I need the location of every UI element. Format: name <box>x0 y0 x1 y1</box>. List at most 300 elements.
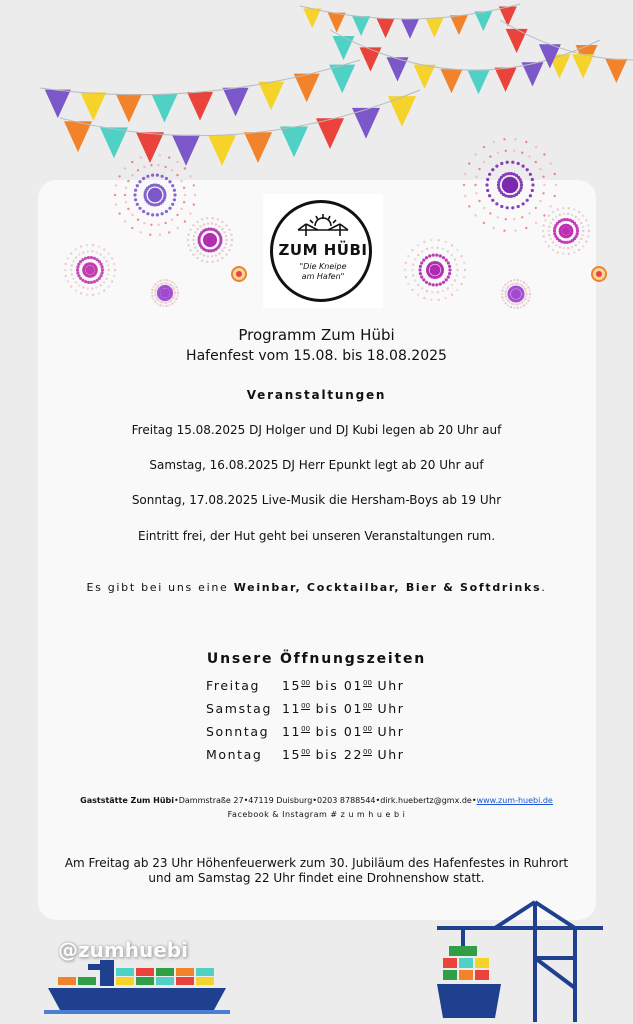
firework-spark <box>543 235 545 237</box>
firework-core <box>148 188 162 202</box>
firework-spark <box>101 271 104 274</box>
firework-spark <box>223 247 225 249</box>
firework-spark <box>150 224 152 226</box>
firework-spark <box>511 283 513 285</box>
firework-spark <box>548 245 550 247</box>
firework-spark <box>513 307 515 309</box>
firework-spark <box>217 259 219 261</box>
firework-spark <box>70 285 72 287</box>
bunting-flag <box>499 7 517 27</box>
event-item-saturday: Samstag, 16.08.2025 DJ Herr Epunkt legt ab 20 Uhr auf <box>149 458 484 472</box>
firework-spark <box>412 263 414 265</box>
firework-spark <box>548 226 550 228</box>
firework-spark <box>442 248 444 250</box>
firework-spark <box>417 294 419 296</box>
firework-spark <box>211 222 213 224</box>
firework-spark <box>468 162 470 164</box>
firework-spark <box>76 268 79 271</box>
opening-hours-heading: Unsere Öffnungszeiten <box>206 651 427 667</box>
firework-spark <box>525 284 527 286</box>
harbor-crane-icon <box>435 898 605 1024</box>
hours-unit: Uhr <box>377 747 405 762</box>
firework-spark <box>571 214 573 216</box>
firework-spark <box>70 252 72 254</box>
firework-spark <box>442 256 445 259</box>
firework-spark <box>513 279 515 281</box>
firework-spark <box>539 168 541 170</box>
firework-spark <box>131 227 133 229</box>
firework-spark <box>485 183 488 186</box>
firework-spark <box>519 283 521 285</box>
firework-spark <box>168 180 171 183</box>
firework-spark <box>576 227 579 230</box>
firework-spark <box>164 166 166 168</box>
firework-spark <box>493 227 495 229</box>
firework-spark <box>93 257 96 260</box>
firework-spark <box>447 275 450 278</box>
firework-spark <box>569 240 572 243</box>
firework-spark <box>444 297 446 299</box>
firework-spark <box>478 168 480 170</box>
bunting-flag <box>80 92 106 121</box>
firework-burst <box>150 278 180 308</box>
firework-spark <box>542 176 544 178</box>
firework-spark <box>82 251 84 253</box>
firework-spark <box>115 203 117 205</box>
firework-spark <box>183 187 185 189</box>
firework-spark <box>489 212 491 214</box>
firework-spark <box>171 219 173 221</box>
firework-spark <box>225 239 227 241</box>
firework-spark <box>454 279 456 281</box>
firework-spark <box>172 287 174 289</box>
firework-spark <box>504 293 506 295</box>
firework-spark <box>149 154 151 156</box>
firework-spark <box>176 214 178 216</box>
firework-spark <box>447 250 449 252</box>
firework-spark <box>503 230 505 232</box>
firework-spark <box>72 260 74 262</box>
hours-day: Montag <box>206 747 263 762</box>
firework-spark <box>203 254 205 256</box>
firework-spark <box>101 268 104 271</box>
firework-spark <box>173 189 176 192</box>
firework-spark <box>447 261 450 264</box>
firework-spark <box>511 303 513 305</box>
firework-spark <box>154 292 156 294</box>
firework-spark <box>513 218 515 220</box>
hours-unit: Uhr <box>377 701 405 716</box>
firework-spark <box>559 246 561 248</box>
firework-spark <box>168 207 171 210</box>
firework-spark <box>580 222 582 224</box>
firework-spark <box>456 269 458 271</box>
firework-spark <box>525 141 527 143</box>
firework-spark <box>520 181 523 184</box>
firework-spark <box>502 299 504 301</box>
social-line: Facebook & Instagram # z u m h u e b i <box>227 810 406 819</box>
firework-spark <box>137 169 139 171</box>
firework-spark <box>157 164 159 166</box>
firework-spark <box>417 284 419 286</box>
bunting-flag <box>187 92 213 121</box>
firework-spark <box>582 245 584 247</box>
firework-spark <box>149 234 151 236</box>
firework-spark <box>86 244 88 246</box>
firework-spark <box>143 222 145 224</box>
firework-spark <box>192 224 194 226</box>
firework-spark <box>151 213 154 216</box>
firework-spark <box>180 180 182 182</box>
firework-spark <box>154 290 156 292</box>
bunting-flag <box>208 135 236 166</box>
bunting-flag <box>468 70 490 94</box>
firework-spark <box>90 256 93 259</box>
firework-spark <box>463 184 465 186</box>
firework-spark <box>173 198 176 201</box>
firework-spark <box>503 138 505 140</box>
firework-spark <box>544 219 546 221</box>
firework-core <box>502 177 519 194</box>
firework-spark <box>559 214 561 216</box>
firework-spark <box>478 200 480 202</box>
firework-spark <box>231 239 233 241</box>
firework-spark <box>173 290 175 292</box>
firework-spark <box>218 252 220 254</box>
firework-spark <box>206 217 208 219</box>
firework-spark <box>91 287 93 289</box>
firework-spark <box>488 173 491 176</box>
firework-spark <box>420 261 423 264</box>
firework-spark <box>146 175 149 178</box>
firework-spark <box>562 253 564 255</box>
firework-spark <box>100 284 102 286</box>
firework-spark <box>451 244 453 246</box>
firework-spark <box>548 215 550 217</box>
firework-spark <box>464 195 466 197</box>
firework-spark <box>421 287 423 289</box>
firework-spark <box>157 224 159 226</box>
firework-spark <box>475 176 477 178</box>
firework-spark <box>506 206 509 209</box>
firework-spark <box>486 178 489 181</box>
firework-core <box>163 291 168 296</box>
firework-spark <box>578 249 580 251</box>
firework-spark <box>447 287 449 289</box>
firework-spark <box>525 295 527 297</box>
firework-spark <box>86 294 88 296</box>
firework-spark <box>100 263 103 266</box>
firework-spark <box>92 294 94 296</box>
firework-spark <box>125 187 127 189</box>
firework-spark <box>124 194 126 196</box>
firework-spark <box>411 289 413 291</box>
firework-spark <box>203 223 205 225</box>
firework-spark <box>98 245 100 247</box>
firework-spark <box>524 298 526 300</box>
firework-spark <box>168 156 170 158</box>
firework-spark <box>207 255 209 257</box>
firework-spark <box>507 172 510 175</box>
firework-spark <box>442 281 445 284</box>
firework-spark <box>76 271 79 274</box>
firework-spark <box>92 244 94 246</box>
firework-spark <box>173 294 175 296</box>
firework-core <box>86 266 95 275</box>
firework-spark <box>525 302 527 304</box>
firework-spark <box>124 167 126 169</box>
bunting-flag <box>294 74 320 103</box>
website-link[interactable]: www.zum-huebi.de <box>476 796 553 805</box>
firework-spark <box>138 180 141 183</box>
footer-note <box>0 856 633 886</box>
firework-spark <box>463 262 465 264</box>
firework-spark <box>93 280 96 283</box>
firework-core <box>514 292 519 297</box>
firework-spark <box>428 282 431 285</box>
firework-spark <box>156 213 159 216</box>
firework-spark <box>435 283 438 286</box>
firework-spark <box>164 222 166 224</box>
firework-spark <box>101 265 104 268</box>
firework-spark <box>437 239 439 241</box>
firework-spark <box>124 220 126 222</box>
bunting-flag <box>244 132 272 163</box>
firework-spark <box>486 189 489 192</box>
firework-spark <box>419 265 422 268</box>
firework-spark <box>562 207 564 209</box>
firework-spark <box>495 165 498 168</box>
hours-from-minutes: 00 <box>301 678 311 687</box>
firework-spark <box>529 173 532 176</box>
firework-spark <box>474 184 476 186</box>
firework-spark <box>107 273 109 275</box>
firework-spark <box>156 281 158 283</box>
firework-spark <box>176 295 178 297</box>
firework-burst <box>400 235 470 305</box>
firework-spark <box>563 213 565 215</box>
firework-spark <box>151 295 153 297</box>
opening-hours-row <box>206 747 446 762</box>
firework-spark <box>165 302 167 304</box>
firework-spark <box>552 218 554 220</box>
firework-spark <box>563 247 565 249</box>
hours-to-minutes: 00 <box>363 724 372 733</box>
firework-spark <box>497 152 499 154</box>
firework-spark <box>405 262 407 264</box>
drinks-highlight: Weinbar, Cocktailbar, Bier & Softdrinks <box>233 581 542 594</box>
bunting-flag <box>474 11 492 31</box>
firework-spark <box>525 290 527 292</box>
bunting-flag <box>401 19 419 39</box>
firework-spark <box>156 174 159 177</box>
firework-spark <box>146 212 149 215</box>
firework-spark <box>159 154 161 156</box>
firework-spark <box>159 280 161 282</box>
firework-spark <box>184 194 186 196</box>
firework-spark <box>177 227 179 229</box>
firework-spark <box>75 281 77 283</box>
firework-spark <box>214 237 217 240</box>
firework-spark <box>451 254 453 256</box>
firework-spark <box>114 194 116 196</box>
firework-spark <box>582 226 584 228</box>
firework-spark <box>176 289 178 291</box>
firework-spark <box>552 249 554 251</box>
firework-spark <box>193 243 195 245</box>
firework-spark <box>419 272 422 275</box>
page-subtitle: Hafenfest vom 15.08. bis 18.08.2025 <box>186 348 447 364</box>
firework-burst <box>60 240 120 300</box>
firework-spark <box>523 304 525 306</box>
bunting-flag <box>450 15 468 35</box>
firework-spark <box>95 286 97 288</box>
firework-spark <box>548 234 550 236</box>
bunting-flag <box>329 65 355 94</box>
firework-spark <box>196 250 198 252</box>
firework-spark <box>64 269 66 271</box>
firework-burst <box>500 278 532 310</box>
bunting-flag <box>495 68 517 92</box>
firework-spark <box>217 218 219 220</box>
hours-from: 11 <box>282 701 302 716</box>
firework-spark <box>157 298 159 300</box>
firework-spark <box>113 263 115 265</box>
firework-spark <box>155 296 157 298</box>
firework-spark <box>91 250 93 252</box>
firework-spark <box>522 202 525 205</box>
firework-spark <box>194 247 196 249</box>
firework-spark <box>140 156 142 158</box>
firework-spark <box>529 194 532 197</box>
footer-note-line1: Am Freitag ab 23 Uhr Höhenfeuerwerk zum 30. Jubiläum des Hafenfestes in Ruhrort <box>64 856 569 870</box>
firework-spark <box>543 184 545 186</box>
firework-spark <box>585 241 587 243</box>
hours-to: 01 <box>343 724 364 739</box>
firework-spark <box>520 280 522 282</box>
firework-spark <box>497 186 500 189</box>
firework-spark <box>111 257 113 259</box>
firework-spark <box>160 283 162 285</box>
firework-spark <box>173 193 176 196</box>
firework-spark <box>550 238 552 240</box>
firework-spark <box>497 216 499 218</box>
firework-spark <box>172 296 174 298</box>
bunting-flag <box>64 121 92 152</box>
firework-spark <box>107 264 109 266</box>
bunting-flag <box>328 13 346 33</box>
firework-spark <box>184 167 186 169</box>
bunting-flag <box>414 65 436 89</box>
bunting-flag <box>45 90 71 119</box>
firework-spark <box>87 256 90 259</box>
firework-spark <box>448 265 451 268</box>
firework-spark <box>168 280 170 282</box>
firework-spark <box>550 162 552 164</box>
firework-spark <box>507 195 510 198</box>
firework-spark <box>143 166 145 168</box>
firework-spark <box>95 251 97 253</box>
firework-spark <box>553 229 556 232</box>
firework-spark <box>510 306 512 308</box>
firework-spark <box>411 249 413 251</box>
entry-note: Eintritt frei, der Hut geht bei unseren Veranstaltungen rum. <box>137 529 496 543</box>
firework-spark <box>84 280 87 283</box>
hours-until: bis <box>315 724 339 739</box>
firework-spark <box>483 146 485 148</box>
firework-spark <box>571 246 573 248</box>
firework-spark <box>151 174 154 177</box>
firework-spark <box>165 282 167 284</box>
firework-spark <box>464 173 466 175</box>
firework-spark <box>223 231 225 233</box>
firework-spark <box>531 183 534 186</box>
firework-spark <box>192 253 194 255</box>
firework-spark <box>507 286 509 288</box>
firework-spark <box>495 202 498 205</box>
firework-spark <box>87 250 89 252</box>
firework-spark <box>555 216 557 218</box>
hours-to-minutes: 00 <box>363 701 372 710</box>
firework-spark <box>528 296 530 298</box>
hours-from-minutes: 00 <box>301 724 311 733</box>
firework-spark <box>517 279 519 281</box>
firework-spark <box>552 211 554 213</box>
firework-spark <box>504 173 507 176</box>
firework-spark <box>550 222 552 224</box>
firework-spark <box>131 214 133 216</box>
firework-spark <box>167 301 169 303</box>
firework-spark <box>127 180 129 182</box>
hours-to-minutes: 00 <box>363 747 372 756</box>
firework-spark <box>115 184 117 186</box>
firework-spark <box>171 303 173 305</box>
hours-from: 15 <box>282 747 302 762</box>
firework-spark <box>221 228 223 230</box>
firework-spark <box>194 194 196 196</box>
firework-spark <box>437 291 439 293</box>
firework-spark <box>114 269 116 271</box>
firework-spark <box>493 141 495 143</box>
firework-spark <box>118 212 120 214</box>
hours-to: 01 <box>343 701 364 716</box>
logo-tagline <box>263 262 383 282</box>
hours-from: 15 <box>282 678 302 693</box>
firework-spark <box>514 138 516 140</box>
firework-spark <box>468 205 470 207</box>
firework-spark <box>193 184 195 186</box>
hours-from: 11 <box>282 724 302 739</box>
firework-spark <box>513 150 515 152</box>
firework-spark <box>171 184 174 187</box>
firework-spark <box>504 302 506 304</box>
firework-spark <box>588 230 590 232</box>
firework-spark <box>514 303 516 305</box>
container-ship-icon <box>44 958 230 1020</box>
firework-spark <box>507 300 509 302</box>
event-item-friday: Freitag 15.08.2025 DJ Holger und DJ Kubi legen ab 20 Uhr auf <box>131 423 502 437</box>
firework-spark <box>582 234 584 236</box>
firework-spark <box>500 162 503 165</box>
hours-day: Freitag <box>206 678 261 693</box>
firework-spark <box>162 305 164 307</box>
firework-spark <box>183 201 185 203</box>
firework-spark <box>105 260 107 262</box>
bunting-flag <box>360 47 382 71</box>
hours-until: bis <box>315 747 339 762</box>
firework-spark <box>142 210 145 213</box>
firework-spark <box>426 248 428 250</box>
